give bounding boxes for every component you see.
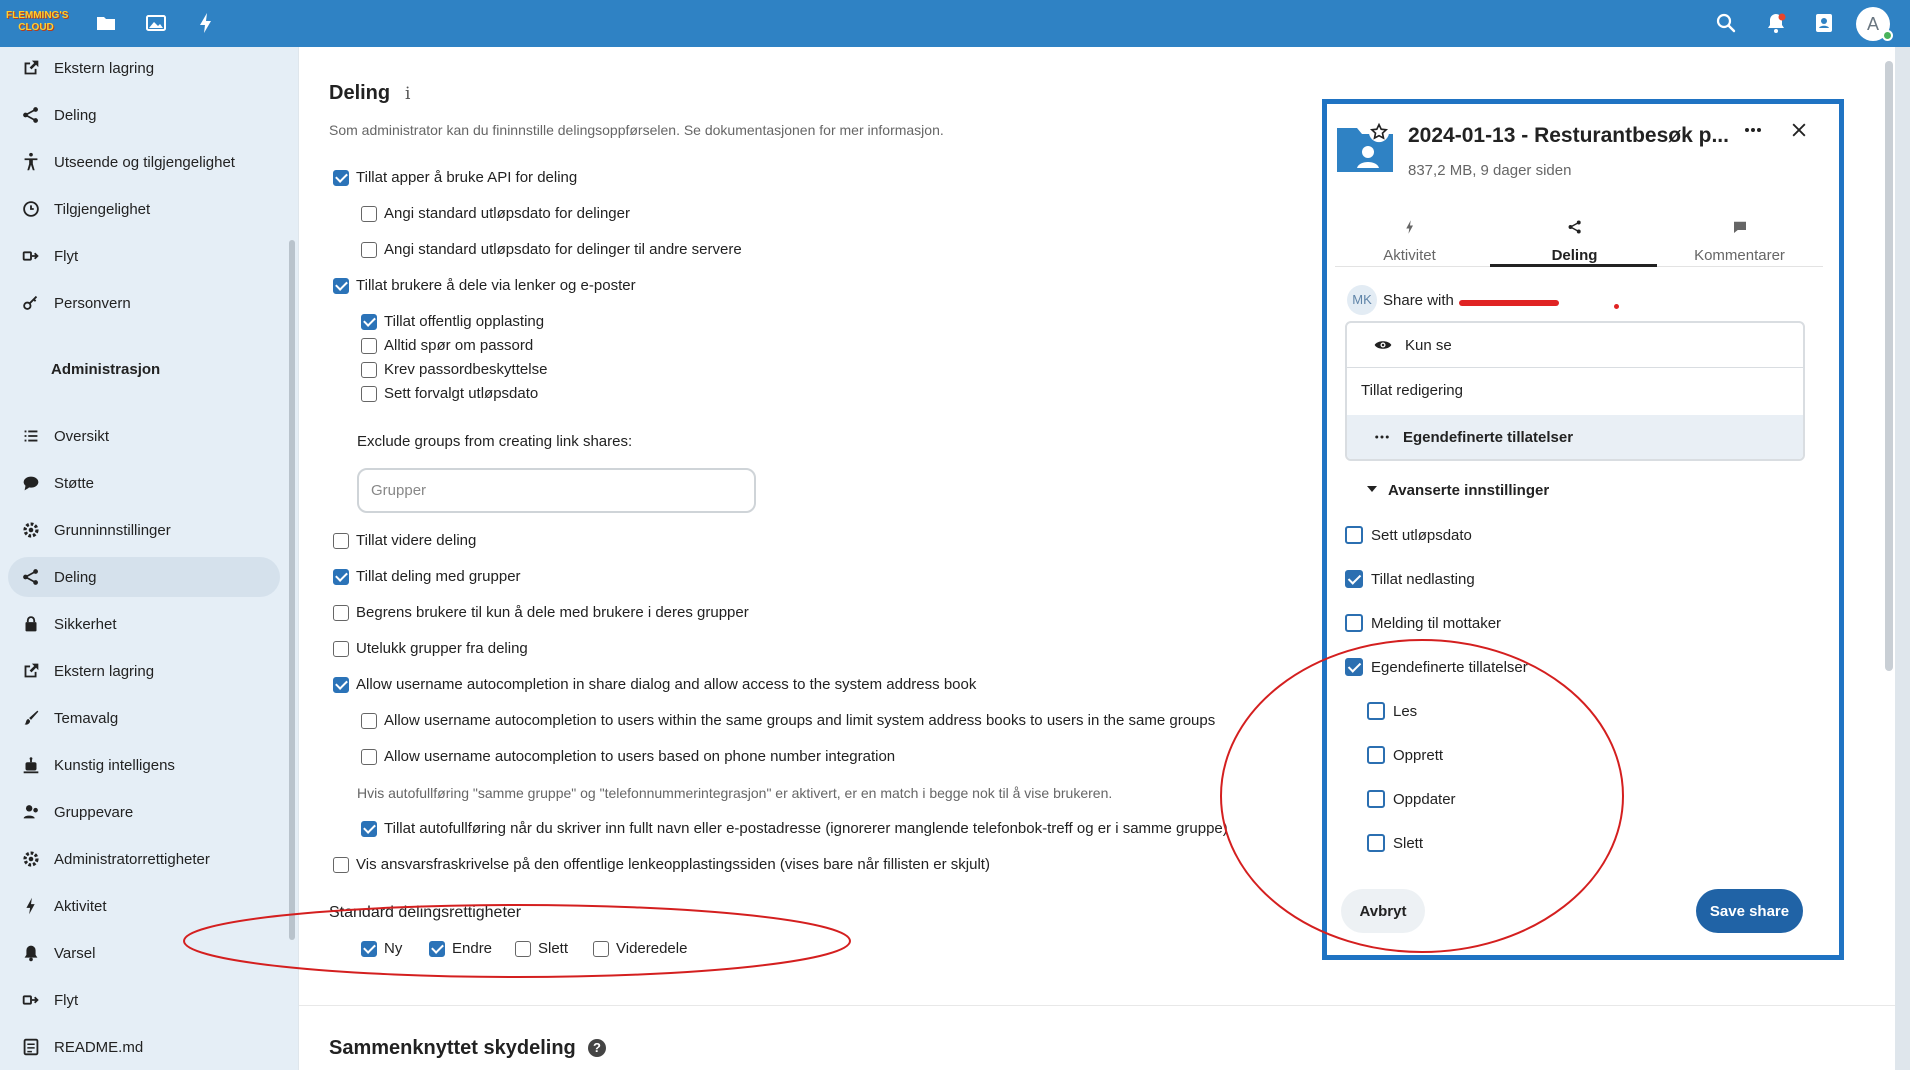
- share-icon: [1566, 218, 1584, 236]
- photos-icon[interactable]: [144, 11, 168, 35]
- sidebar-item-label: Personvern: [54, 294, 131, 312]
- option-label: Oppdater: [1393, 790, 1456, 808]
- sidebar-item-label: Flyt: [54, 991, 79, 1009]
- panel-file-meta: 837,2 MB, 9 dager siden: [1408, 162, 1572, 179]
- option-label: Tillat videre deling: [356, 532, 477, 549]
- default-perm-videredele[interactable]: [593, 940, 687, 957]
- settings-sidebar: [0, 47, 298, 1070]
- logo[interactable]: FLEMMING'S CLOUD: [6, 10, 69, 33]
- sidebar-item-ekstern-lagring-admin[interactable]: [8, 651, 280, 691]
- checkbox[interactable]: [333, 677, 349, 693]
- checkbox[interactable]: [429, 941, 445, 957]
- external-link-icon: [20, 57, 42, 79]
- checkbox[interactable]: [1367, 746, 1385, 764]
- checkbox[interactable]: [333, 278, 349, 294]
- section-divider: [299, 1005, 1895, 1006]
- sidebar-item-label: Ekstern lagring: [54, 59, 155, 77]
- lock-icon: [20, 613, 42, 635]
- recipient-avatar: MK: [1347, 285, 1377, 315]
- sidebar-item-aktivitet[interactable]: [8, 886, 280, 926]
- sidebar-item-administratorrettigheter[interactable]: [8, 839, 280, 879]
- checkbox[interactable]: [333, 857, 349, 873]
- cancel-button[interactable]: Avbryt: [1341, 889, 1425, 933]
- groupware-icon: [20, 801, 42, 823]
- share-icon: [20, 566, 42, 588]
- sidebar-item-label: Støtte: [54, 474, 95, 492]
- sidebar-item-flyt-admin[interactable]: [8, 980, 280, 1020]
- option-default-link-expiry[interactable]: [361, 385, 538, 402]
- permission-option-kun-se[interactable]: [1347, 323, 1803, 367]
- option-label: Angi standard utløpsdato for delinger: [384, 205, 630, 222]
- option-label: Opprett: [1393, 746, 1444, 764]
- sidebar-item-varsel[interactable]: [8, 933, 280, 973]
- option-label: Alltid spør om passord: [384, 337, 534, 354]
- permission-option-egendefinerte[interactable]: [1347, 415, 1803, 459]
- sidebar-item-label: README.md: [54, 1038, 144, 1056]
- checkbox[interactable]: [361, 821, 377, 837]
- sidebar-item-deling-admin[interactable]: [8, 557, 280, 597]
- sharing-description: Som administrator kan du fininnstille delingsoppførselen. Se dokumentasjonen for mer informasjon.: [329, 122, 944, 138]
- option-label: Vis ansvarsfraskrivelse på den offentlige lenkeopplastingssiden (vises bare når fillisten er skjult): [356, 856, 990, 873]
- document-icon: [20, 1036, 42, 1058]
- sidebar-item-kunstig-intelligens[interactable]: [8, 745, 280, 785]
- checkbox[interactable]: [361, 206, 377, 222]
- sidebar-item-utseende[interactable]: [8, 142, 280, 182]
- option-label: Begrens brukere til kun å dele med brukere i deres grupper: [356, 604, 749, 621]
- permission-option-tillat-redigering[interactable]: [1347, 368, 1803, 412]
- accessibility-icon: [20, 151, 42, 173]
- default-perm-endre[interactable]: [429, 940, 492, 957]
- option-allow-link-sharing[interactable]: [333, 277, 636, 294]
- sidebar-item-temavalg[interactable]: [8, 698, 280, 738]
- sidebar-item-tilgjengelighet[interactable]: [8, 189, 280, 229]
- default-perm-ny[interactable]: [361, 940, 402, 957]
- more-actions-icon[interactable]: [1741, 118, 1765, 142]
- option-label: Tillat autofullføring når du skriver inn fullt navn eller e-postadresse (ignorerer manglende telefonbok-treff og er i samme gruppe): [384, 820, 1228, 837]
- custom-perm-slett[interactable]: [1367, 834, 1423, 852]
- federated-sharing-title: Sammenknyttet skydeling: [329, 1037, 576, 1059]
- checkbox[interactable]: [593, 941, 609, 957]
- checkbox[interactable]: [333, 605, 349, 621]
- permission-label: Tillat redigering: [1361, 381, 1463, 399]
- checkbox[interactable]: [1345, 658, 1363, 676]
- robot-icon: [20, 754, 42, 776]
- sidebar-item-label: Aktivitet: [54, 897, 107, 915]
- list-icon: [20, 425, 42, 447]
- option-label: Tillat offentlig opplasting: [384, 313, 545, 330]
- custom-perm-oppdater[interactable]: [1367, 790, 1456, 808]
- advanced-settings-toggle[interactable]: Avanserte innstillinger: [1388, 482, 1550, 499]
- sidebar-item-label: Deling: [54, 568, 97, 586]
- option-autocomplete-fullname[interactable]: [361, 820, 1228, 837]
- sharing-section-title: Deling: [329, 82, 391, 104]
- option-label: Allow username autocompletion in share dialog and allow access to the system address book: [356, 676, 977, 693]
- option-label: Slett: [538, 940, 569, 957]
- adv-option-egendefinerte[interactable]: [1345, 658, 1528, 676]
- option-default-expiry[interactable]: [361, 205, 630, 222]
- save-share-button[interactable]: Save share: [1696, 889, 1803, 933]
- adv-option-tillat-nedlasting[interactable]: [1345, 570, 1475, 588]
- option-label: Sett forvalgt utløpsdato: [384, 385, 539, 402]
- checkbox[interactable]: [1367, 790, 1385, 808]
- sidebar-item-oversikt[interactable]: [8, 416, 280, 456]
- sidebar-item-grunninnstillinger[interactable]: [8, 510, 280, 550]
- option-label: Endre: [452, 940, 493, 957]
- brush-icon: [20, 707, 42, 729]
- option-allow-resharing[interactable]: [333, 532, 476, 549]
- checkbox[interactable]: [333, 533, 349, 549]
- default-permissions-title: Standard delingsrettigheter: [329, 904, 522, 921]
- option-label: Slett: [1393, 834, 1424, 852]
- red-annotation-dot: [1614, 304, 1619, 309]
- checkbox[interactable]: [361, 713, 377, 729]
- option-label: Angi standard utløpsdato for delinger til andre servere: [384, 241, 742, 258]
- sidebar-item-label: Administratorrettigheter: [54, 850, 210, 868]
- search-icon[interactable]: [1714, 11, 1738, 35]
- share-icon: [20, 104, 42, 126]
- sidebar-item-label: Kunstig intelligens: [54, 756, 175, 774]
- tab-deling[interactable]: [1492, 214, 1657, 264]
- sidebar-item-deling-personal[interactable]: [8, 95, 280, 135]
- sidebar-item-label: Ekstern lagring: [54, 662, 155, 680]
- option-label: Les: [1393, 702, 1418, 720]
- option-allow-api-sharing[interactable]: [333, 169, 577, 186]
- sidebar-item-gruppevare[interactable]: [8, 792, 280, 832]
- sidebar-item-personvern[interactable]: [8, 283, 280, 323]
- favorite-star-icon[interactable]: [1368, 121, 1390, 143]
- checkbox[interactable]: [361, 338, 377, 354]
- default-perm-slett[interactable]: [515, 940, 568, 957]
- sidebar-item-label: Deling: [54, 106, 97, 124]
- key-icon: [20, 292, 42, 314]
- checkbox[interactable]: [361, 242, 377, 258]
- option-label: Tillat deling med grupper: [356, 568, 521, 585]
- option-public-upload[interactable]: [361, 313, 544, 330]
- option-exclude-groups[interactable]: [333, 640, 528, 657]
- permission-label: Kun se: [1405, 336, 1452, 354]
- sidebar-heading-administrasjon: Administrasjon: [51, 361, 161, 378]
- dots-icon: [1373, 428, 1391, 446]
- option-label: Melding til mottaker: [1371, 614, 1502, 632]
- notifications-bell-icon[interactable]: [1764, 11, 1788, 35]
- exclude-groups-label: Exclude groups from creating link shares:: [357, 433, 633, 450]
- permission-dropdown: [1345, 321, 1805, 461]
- collapse-triangle-icon[interactable]: [1367, 486, 1377, 492]
- sidebar-item-label: Varsel: [54, 944, 96, 962]
- activity-bolt-icon[interactable]: [194, 11, 218, 35]
- checkbox[interactable]: [361, 941, 377, 957]
- sidebar-item-label: Sikkerhet: [54, 615, 117, 633]
- share-sidebar-panel: [1322, 99, 1844, 960]
- option-autocomplete-same-groups[interactable]: [361, 712, 1215, 729]
- bolt-icon: [1401, 218, 1419, 236]
- checkbox[interactable]: [1345, 526, 1363, 544]
- checkbox[interactable]: [333, 170, 349, 186]
- option-label: Tillat apper å bruke API for deling: [356, 169, 578, 186]
- share-with-label: Share with: [1383, 292, 1454, 309]
- option-restrict-to-groups[interactable]: [333, 604, 749, 621]
- close-icon[interactable]: [1789, 120, 1809, 140]
- sidebar-item-label: Temavalg: [54, 709, 119, 727]
- user-avatar[interactable]: A: [1856, 7, 1890, 41]
- checkbox[interactable]: [1367, 834, 1385, 852]
- sidebar-item-label: Grunninnstillinger: [54, 521, 171, 539]
- option-label: Utelukk grupper fra deling: [356, 640, 528, 657]
- gear-icon: [20, 519, 42, 541]
- redacted-recipient-name: [1459, 300, 1559, 306]
- active-tab-indicator: [1490, 264, 1657, 267]
- sidebar-item-label: Oversikt: [54, 427, 110, 445]
- info-icon[interactable]: i: [405, 84, 411, 104]
- sidebar-item-flyt-personal[interactable]: [8, 236, 280, 276]
- sidebar-item-label: Utseende og tilgjengelighet: [54, 153, 235, 171]
- checkbox[interactable]: [333, 569, 349, 585]
- sidebar-item-ekstern-lagring[interactable]: [8, 48, 280, 88]
- panel-file-title: 2024-01-13 - Resturantbesøk p...: [1408, 124, 1729, 147]
- option-show-disclaimer[interactable]: [333, 856, 990, 873]
- checkbox[interactable]: [515, 941, 531, 957]
- option-label: Egendefinerte tillatelser: [1371, 658, 1528, 676]
- sidebar-item-sikkerhet[interactable]: [8, 604, 280, 644]
- sidebar-item-label: Tilgjengelighet: [54, 200, 151, 218]
- checkbox[interactable]: [361, 749, 377, 765]
- adv-option-sett-utlopsdato[interactable]: [1345, 526, 1472, 544]
- comment-icon: [1731, 218, 1749, 236]
- main-scrollbar[interactable]: [1885, 61, 1893, 671]
- option-label: Tillat nedlasting: [1371, 570, 1475, 588]
- online-status-dot: [1882, 30, 1893, 41]
- tab-label: Deling: [1551, 247, 1598, 264]
- bolt-icon: [20, 895, 42, 917]
- option-label: Sett utløpsdato: [1371, 526, 1472, 544]
- sidebar-scrollbar[interactable]: [289, 240, 295, 940]
- option-label: Allow username autocompletion to users based on phone number integration: [384, 748, 896, 765]
- checkbox[interactable]: [333, 641, 349, 657]
- option-always-ask-password[interactable]: [361, 337, 533, 354]
- tab-aktivitet[interactable]: [1327, 214, 1492, 264]
- files-folder-icon[interactable]: [94, 11, 118, 35]
- sidebar-item-readme[interactable]: [8, 1027, 280, 1067]
- adv-option-melding[interactable]: [1345, 614, 1501, 632]
- checkbox[interactable]: [361, 314, 377, 330]
- chat-icon: [20, 472, 42, 494]
- option-label: Allow username autocompletion to users within the same groups and limit system address books to users in the same groups: [384, 712, 1216, 729]
- help-icon[interactable]: ?: [588, 1039, 606, 1057]
- option-allow-group-sharing[interactable]: [333, 568, 521, 585]
- tab-kommentarer[interactable]: [1657, 214, 1822, 264]
- checkbox[interactable]: [361, 362, 377, 378]
- option-username-autocomplete[interactable]: [333, 676, 976, 693]
- checkbox[interactable]: [1345, 614, 1363, 632]
- option-label: Videredele: [616, 940, 688, 957]
- top-header: [0, 0, 1910, 47]
- clock-icon: [20, 198, 42, 220]
- option-default-expiry-remote[interactable]: [361, 241, 742, 258]
- option-label: Ny: [384, 940, 403, 957]
- flow-icon: [20, 245, 42, 267]
- checkbox[interactable]: [1367, 702, 1385, 720]
- custom-perm-opprett[interactable]: [1367, 746, 1443, 764]
- option-autocomplete-phone[interactable]: [361, 748, 895, 765]
- eye-icon: [1373, 335, 1393, 355]
- sidebar-item-stotte[interactable]: [8, 463, 280, 503]
- groups-input[interactable]: Grupper: [357, 468, 756, 513]
- option-label: Krev passordbeskyttelse: [384, 361, 548, 378]
- checkbox[interactable]: [1345, 570, 1363, 588]
- option-require-password[interactable]: [361, 361, 547, 378]
- permission-label: Egendefinerte tillatelser: [1403, 428, 1574, 446]
- tab-label: Aktivitet: [1383, 247, 1436, 264]
- autocomplete-note: Hvis autofullføring "samme gruppe" og "telefonnummerintegrasjon" er aktivert, er en match i begge nok til å vise brukeren.: [357, 785, 1113, 801]
- option-label: Tillat brukere å dele via lenker og e-poster: [356, 277, 636, 294]
- sidebar-item-label: Gruppevare: [54, 803, 134, 821]
- external-link-icon: [20, 660, 42, 682]
- flow-icon: [20, 989, 42, 1011]
- checkbox[interactable]: [361, 386, 377, 402]
- sidebar-item-label: Flyt: [54, 247, 79, 265]
- contacts-icon[interactable]: [1812, 11, 1836, 35]
- bell-icon: [20, 942, 42, 964]
- admin-gear-icon: [20, 848, 42, 870]
- custom-perm-les[interactable]: [1367, 702, 1417, 720]
- tab-label: Kommentarer: [1694, 247, 1785, 264]
